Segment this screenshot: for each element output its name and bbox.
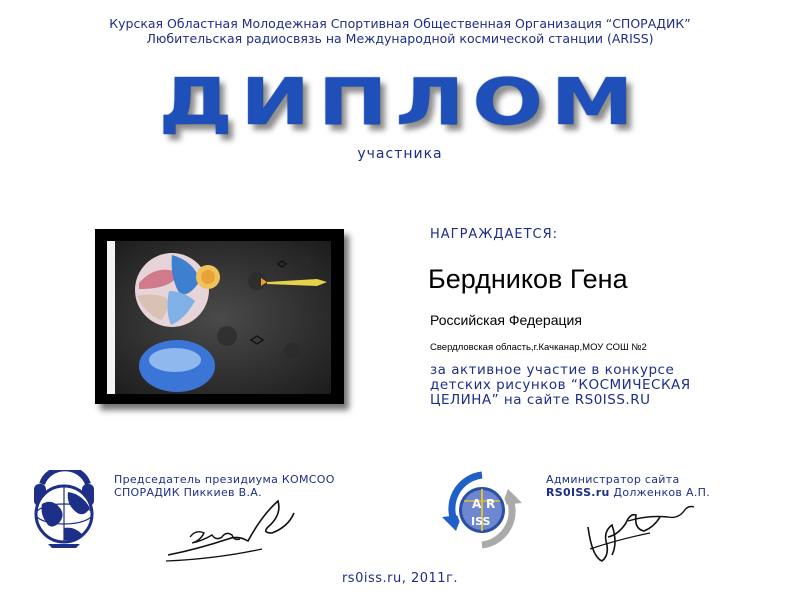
recipient-school: Свердловская область,г.Качканар,МОУ СОШ №2	[430, 342, 647, 353]
recipient-name: Бердников Гена	[428, 264, 628, 294]
organization-header	[0, 16, 800, 46]
admin-signature	[578, 497, 698, 567]
chairman-title-line-1: Председатель президиума КОМСОО	[114, 473, 335, 486]
admin-site: RS0ISS.ru	[546, 486, 610, 499]
award-reason-line-1: за активное участие в конкурсе	[430, 362, 675, 378]
diploma-title: ДИПЛОМ	[158, 66, 642, 140]
ariss-logo-letter-r: R	[486, 497, 496, 511]
ariss-logo-letter-a: A	[472, 497, 482, 511]
childrens-drawing	[107, 241, 331, 394]
recipient-country: Российская Федерация	[430, 312, 582, 328]
awarded-label: НАГРАЖДАЕТСЯ:	[430, 227, 559, 242]
childrens-drawing-frame	[95, 229, 344, 404]
chairman-title-line-2: СПОРАДИК Пиккиев В.А.	[114, 486, 262, 499]
ariss-logo	[438, 465, 526, 555]
award-reason	[430, 363, 770, 408]
award-reason-line-2: детских рисунков “КОСМИЧЕСКАЯ	[430, 377, 691, 393]
award-reason-line-3: ЦЕЛИНА” на сайте RS0ISS.RU	[430, 392, 651, 408]
ariss-logo-iss: ISS	[471, 515, 491, 528]
diploma-subtitle: участника	[357, 146, 443, 162]
footer-site-year: rs0iss.ru, 2011г.	[341, 571, 459, 586]
admin-title	[546, 473, 710, 499]
admin-name: Долженков А.П.	[609, 486, 710, 499]
organization-line-2: Любительская радиосвязь на Международной космической станции (ARISS)	[146, 31, 654, 46]
organization-line-1: Курская Областная Молодежная Спортивная Общественная Организация “СПОРАДИК”	[109, 16, 691, 31]
svg-text:.: .	[284, 281, 286, 287]
sporadik-globe-logo	[28, 470, 100, 550]
admin-title-line-1: Администратор сайта	[546, 473, 680, 486]
chairman-signature	[160, 495, 300, 565]
